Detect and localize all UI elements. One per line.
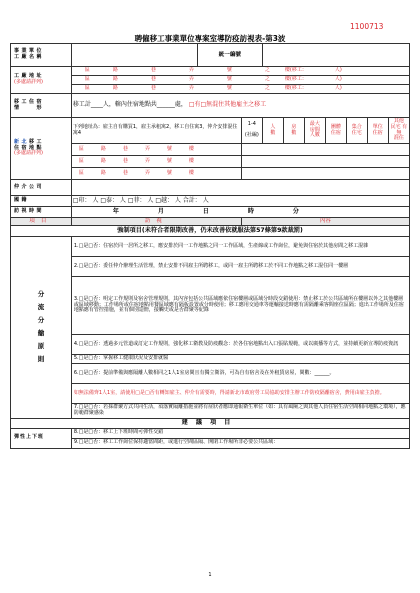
group-label-flex: 彈性上下班	[11, 428, 72, 448]
nationality-counts[interactable]: □印： 人 □泰： 人 □菲： 人 □越： 人 合計： 人	[71, 196, 409, 207]
factory-address-line-3[interactable]: 區 路 巷 弄 號 之 樓(移工： 人)	[71, 85, 409, 94]
nationality-label: 國籍	[11, 196, 72, 207]
agency-label: 仲介公司	[11, 180, 72, 196]
mixed-residence-option[interactable]: □有□無混住其他雇主之移工	[188, 101, 267, 109]
item-2[interactable]: 2.□是□否：委任仲介辦理生活管理，禁止安排不同雇主所聘移工，或同一雇主所聘移工於不同工作地點之移工混住同一樓層	[71, 257, 409, 277]
dorm-row-3-values[interactable]	[241, 168, 409, 180]
dorm-detail-text: 下列地址為：雇主自有購買1，雇主承租寓2，移工自住寓3，仲介安排混住寓4	[71, 118, 241, 144]
item-7[interactable]: 7.□是□否：若採群聚方式共同生活，須落實隔離措施並將有症狀者應即通報衛生單位（如：具有風險之與其他人員住宿生活空間相同地點之環境），應防範群聚感染	[71, 404, 409, 419]
document-title: 聘僱移工事業單位專案室導防疫訪視表-第3波	[134, 34, 286, 43]
document-code: 1100713	[350, 22, 384, 31]
dorm-address-line-1[interactable]: 區 路 巷 弄 號 樓	[71, 144, 241, 156]
xinbei-dorm-label: 新北移工 住宿地點 (多處請詳列)	[11, 118, 72, 180]
dorm-row-2-values[interactable]	[241, 156, 409, 168]
dorm-col-rooms: 房 數	[283, 118, 304, 144]
suggest-header: 建議項目	[11, 418, 410, 428]
item-col-header: 項目	[11, 218, 72, 226]
dorm-address-line-2[interactable]: 區 路 巷 弄 號 樓	[71, 156, 241, 168]
factory-address-line-1[interactable]: 區 路 巷 弄 號 之 樓(移工： 人)	[71, 67, 409, 76]
employer-name-label: 事業單位 工廠名稱	[11, 44, 72, 67]
dorm-label: 移工住宿 情 形	[11, 94, 72, 118]
dorm-col-maxroom: 最大 房間 人數	[304, 118, 325, 144]
dorm-summary	[71, 94, 409, 118]
dorm-count-text: 移工計____人，轄內住宿地點共______處，	[72, 101, 187, 109]
dorm-col-group: 團體 住宿	[325, 118, 346, 144]
item-3[interactable]: 3.□是□否：明定工作規則及宿舍管理規則，其內容包括公共區域應依住宿樓層或區域分時段交錯使用：禁止移工於公共區域所在樓層以外之其他樓層或區域移動；工作場所或住宿地點用餐區域應有隔板設置或分時使用；移工應用交通車等運輸接送時應有需隔離乘客間座位區隔；進出工作場所及住宿地點應有管控措施，並有個別造冊，接觸史或是否群聚等紀錄	[71, 277, 409, 335]
factory-address-line-2[interactable]: 區 路 巷 弄 號 之 樓(移工： 人)	[71, 76, 409, 85]
factory-address-label: 工廠地址 (多處請詳列)	[11, 67, 72, 94]
group-label-split: 分 流 分 艙 原 則	[11, 237, 72, 419]
dorm-address-line-3[interactable]: 區 路 巷 弄 號 樓	[71, 168, 241, 180]
dorm-col-collective: 集合 住宅	[346, 118, 367, 144]
agency-field[interactable]	[71, 180, 409, 196]
item-8[interactable]: 8.□是□否：移工上下班時間可彈性交錯	[71, 428, 409, 438]
mandatory-header: 強制項目(未符合者限期改善，仍未改善依就服法第57條第9款裁罰)	[11, 226, 410, 237]
item-1[interactable]: 1.□是□否：住宿於同一居所之移工，應安排於同一工作地點之同一工作區域，生產線或工作崗位，避免與住宿於其他房間之移工混雜	[71, 237, 409, 257]
dorm-row-1-values[interactable]	[241, 144, 409, 156]
dorm-col-people: 人 數	[262, 118, 283, 144]
item-4[interactable]: 4.□是□否：透過多元管道或訂定工作規則，強化移工衛教及防疫觀念：於各住宿地點出入口張貼規範，或以廣播等方式，並持續更新宣導防疫資訊	[71, 335, 409, 355]
item-6[interactable]: 6.□是□否：提前準備與應隔離人數相同之1人1室房間且有獨立衛浴，可為自有宿舍及在外租賃房屋，間數：______。	[71, 364, 409, 384]
visit-time-label: 訪視時間	[11, 207, 72, 218]
unified-no-field[interactable]	[262, 44, 409, 67]
unified-no-label: 統一編號	[197, 44, 262, 67]
dorm-col-type: 1-4 (社編)	[241, 118, 262, 144]
dorm-col-unit: 單位 住宿	[367, 118, 388, 144]
item-6-note: 如無法備齊1人1室，請使用□是□否有轉知雇主、仲介有需要時，得請新北市政府勞工局協助安排主辦工作防疫隔離宿舍，費用由雇主負擔。	[71, 384, 409, 404]
item-9[interactable]: 9.□是□否：移工工作崗位保持適當間距，或進行空間區隔、開閉工作場所非必要公共區域：	[71, 438, 409, 448]
visit-col-header: 訪視	[71, 218, 241, 226]
visit-time-field[interactable]: 年 月 日 時 分	[71, 207, 409, 218]
dorm-col-mixed: 其他 民宅 有無 混住	[388, 118, 409, 144]
page-number: 1	[208, 572, 212, 578]
visit-form	[10, 43, 410, 449]
item-5[interactable]: 5.□是□否：掌握移工健康狀況及安排就醫	[71, 355, 409, 364]
content-col-header: 內容	[241, 218, 409, 226]
employer-name-field[interactable]	[71, 44, 197, 67]
